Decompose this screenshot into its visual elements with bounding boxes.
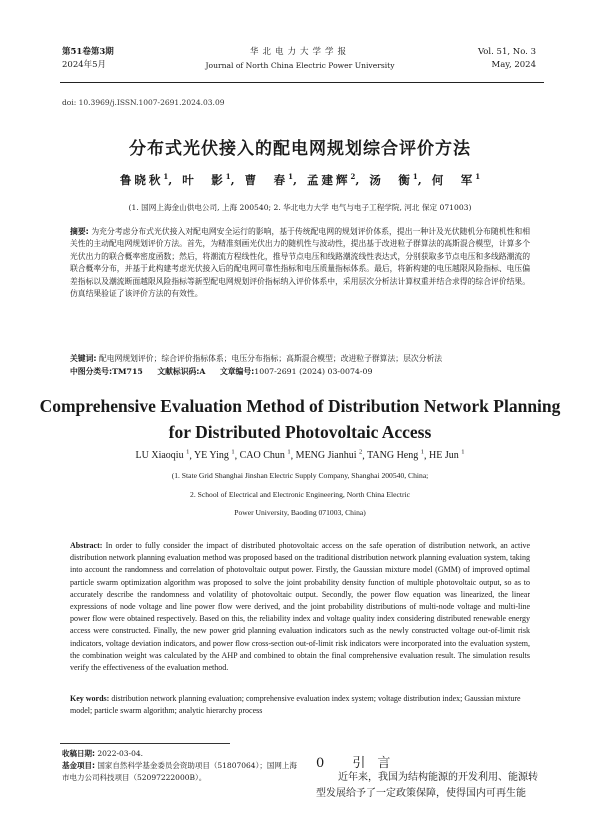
author-list-en: LU Xiaoqiu $^1$, YE Ying $^1$, CAO Chun $^1$, MENG Jianhui $^2$, TANG Heng $^1$, HE Jun $^1$	[135, 449, 465, 462]
paper-title-en	[0, 393, 600, 445]
author-en: TANG Heng $^1$	[367, 449, 424, 462]
intro-heading: 0 引言	[316, 756, 403, 771]
paper-title-cn: 分布式光伏接入的配电网规划综合评价方法	[129, 139, 471, 159]
abstract-en	[70, 540, 530, 674]
journal-name-cn: 华北电力大学学报	[249, 47, 350, 57]
affiliation-en-line: (1. State Grid Shanghai Jinshan Electric Supply Company, Shanghai 200540, China;	[171, 471, 429, 480]
header-right	[478, 46, 536, 72]
keywords-cn	[70, 353, 530, 365]
clc-number: 中图分类号:TM715	[70, 367, 143, 376]
intro-paragraph: 近年来，我国为结构能源的开发利用、能源转型发展给予了一定政策保障，使得国内可再生能	[316, 772, 538, 799]
footnote	[62, 748, 302, 785]
received-date: 收稿日期: 2022-03-04.	[62, 749, 144, 758]
author-cn: 曹 春$^1$	[244, 172, 293, 187]
keywords-en	[70, 693, 530, 717]
keywords-cn-label: 关键词:	[70, 354, 97, 363]
affiliation-cn: (1. 国网上海金山供电公司, 上海 200540; 2. 华北电力大学 电气与电子工程学院, 河北 保定 071003)	[128, 203, 472, 212]
classification-line	[70, 366, 396, 378]
fund-project: 基金项目: 国家自然科学基金委员会资助项目（51807064）；国网上海市电力公司科技项目（52097222000B）。	[62, 761, 297, 783]
author-en: MENG Jianhui $^2$	[295, 449, 363, 462]
affiliation-en	[120, 467, 480, 523]
abstract-cn-label: 摘要:	[70, 227, 89, 236]
author-cn: 孟建辉$^2$	[307, 172, 356, 187]
abstract-en-label: Abstract:	[70, 541, 103, 550]
abstract-en-text: In order to fully consider the impact of distributed photovoltaic access on the safe operation of distribution network, an active distribution network planning evaluation method was proposed based on the traditional distribution network planning evaluation system, taking into account the randomness and correlation of photovoltaic output power. Firstly, the Gaussian mixture model (GMM) of improved optimal particle swarm optimization algorithm was proposed to solve the joint probability density function of multiple photovoltaic output, so as to accurately describe the randomness and volatility of photovoltaic output. Secondly, the power flow equation was linearized, the linear expressions of node voltage and line power flow were derived, and the joint probability distributions of multi-node voltage and multi-line power flow were obtained respectively. Based on this, the reliability index and voltage quality index considering distributed renewable energy access were constructed. Finally, the new power grid planning evaluation indicators such as the newly constructed voltage out-of-limit risk indicators, voltage deviation indicators, and power flow cross-section out-of-limit risk indicators were incorporated into the evaluation system, the combination weight was calculated by the AHP and combined to obtain the final comprehensive evaluation result. The simulation results verify the effectiveness of the evaluation method.	[70, 541, 531, 673]
author-en: YE Ying $^1$	[193, 449, 235, 462]
author-en: HE Jun $^1$	[428, 449, 465, 462]
paper-title-en-line: for Distributed Photovoltaic Access	[168, 422, 432, 442]
author-cn: 叶 影$^1$	[182, 172, 231, 187]
author-list-cn: 鲁晓秋$^1$, 叶 影$^1$, 曹 春$^1$, 孟建辉$^2$, 汤 衡$^1$, 何 军$^1$	[119, 172, 481, 187]
author-en: CAO Chun $^1$	[239, 449, 291, 462]
doi: doi: 10.3969/j.ISSN.1007-2691.2024.03.09	[62, 98, 225, 107]
volume-cn: 第51卷第3期	[62, 47, 114, 57]
date-cn: 2024年5月	[62, 60, 107, 70]
article-number: 文章编号:1007-2691 (2024) 03-0074-09	[219, 367, 373, 376]
author-cn: 鲁晓秋$^1$	[119, 172, 169, 187]
keywords-en-label: Key words:	[70, 694, 110, 703]
footnote-rule	[60, 743, 230, 744]
affiliation-en-line: Power University, Baoding 071003, China)	[234, 508, 366, 517]
volume-en: Vol. 51, No. 3	[477, 47, 536, 57]
author-en: LU Xiaoqiu $^1$	[135, 449, 190, 462]
journal-name-en: Journal of North China Electric Power University	[205, 61, 395, 70]
author-cn: 汤 衡$^1$	[369, 172, 418, 187]
document-code: 文献标识码:A	[157, 367, 206, 376]
paper-title-en-line: Comprehensive Evaluation Method of Distribution Network Planning	[39, 396, 561, 416]
keywords-cn-text: 配电网规划评价；综合评价指标体系；电压分布指标；高斯混合模型；改进粒子群算法；层次分析法	[99, 354, 443, 363]
keywords-en-text: distribution network planning evaluation; comprehensive evaluation index system; voltage distribution index; Gaussian mixture model; particle swarm algorithm; analytic hierarchy process	[70, 694, 521, 716]
author-cn: 何 军$^1$	[431, 172, 481, 187]
date-en: May, 2024	[491, 60, 536, 70]
header-rule	[60, 82, 544, 83]
abstract-cn	[70, 226, 530, 300]
abstract-cn-text: 为充分考虑分布式光伏接入对配电网安全运行的影响，基于传统配电网的规划评价体系，提出一种计及光伏随机分布随机性和相关性的主动配电网规划评价方法。首先，为精准刻画光伏出力的随机性与波动性，提出基于改进粒子群算法的高斯混合模型，计算多个光伏出力的联合概率密度函数；然后，将潮流方程线性化，推导节点电压和线路潮流线性表达式，分别获取多节点电压和多线路潮流的联合概率分布，并基于此构建考虑光伏接入后的配电网可靠性指标和电压质量指标体系。最后，将新构建的电压越限风险指标、电压偏差指标以及潮流断面越限风险指标等新型配电网规划评价指标纳入评价体系中，采用层次分析法计算权重并结合求得的综合评价结果。仿真结果验证了该评价方法的有效性。	[70, 227, 531, 299]
affiliation-en-line: 2. School of Electrical and Electronic Engineering, North China Electric	[190, 489, 410, 499]
